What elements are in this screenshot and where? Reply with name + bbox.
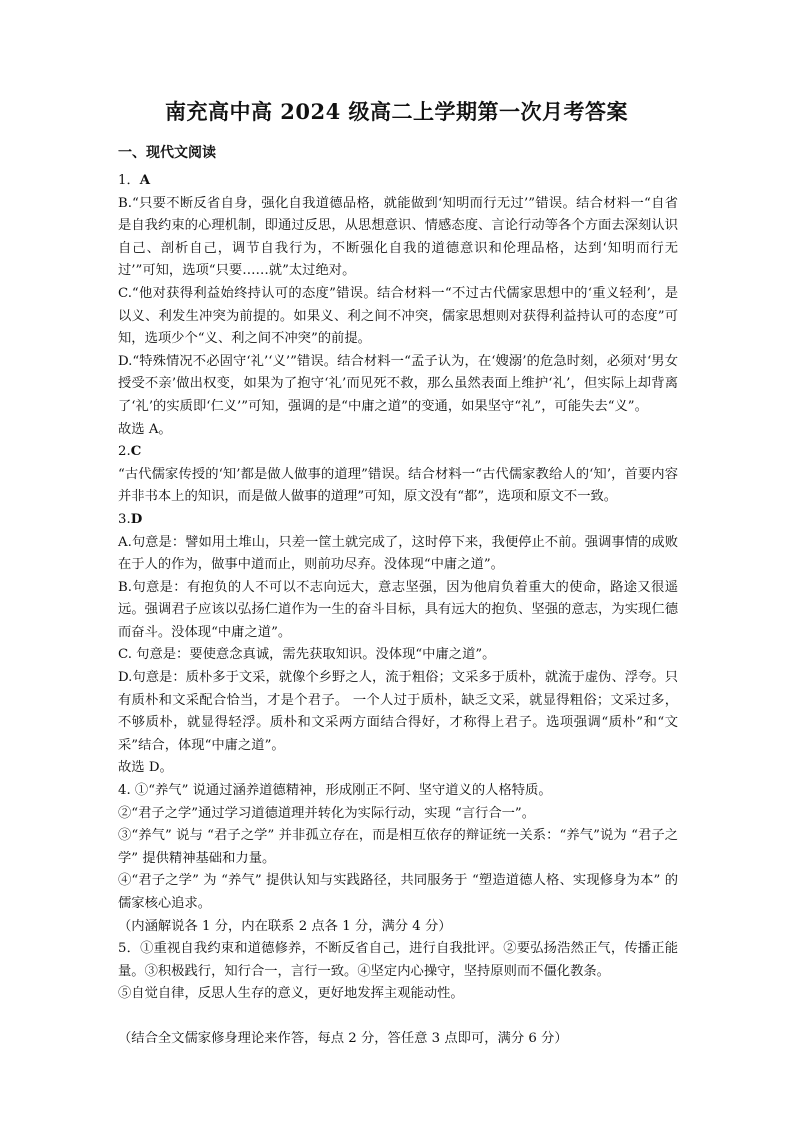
question-2-answer: C xyxy=(130,444,142,460)
q1-option-c-analysis: C.“他对获得利益始终持认可的态度”错误。结合材料一“不过古代儒家思想中的‘重义轻利’，是以义、利发生冲突为前提的。如果义、利之间不冲突，儒家思想则对获得利益持认可的态度”可知，选项少个“义、利之间不冲突”的前提。 xyxy=(118,285,678,347)
answers-content xyxy=(118,170,678,1051)
question-3-answer: D xyxy=(130,511,143,527)
q5-scoring-note: （结合全文儒家修身理论来作答，每点 2 分，答任意 3 点即可，满分 6 分） xyxy=(118,1030,568,1046)
q2-analysis: “古代儒家传授的‘知’都是做人做事的道理”错误。结合材料一“古代儒家教给人的‘知’，首要内容并非书本上的知识，而是做人做事的道理”可知，原文没有“都”，选项和原文不一致。 xyxy=(118,466,678,505)
q3-option-b-analysis: B.句意是：有抱负的人不可以不志向远大，意志坚强，因为他肩负着重大的使命，路途又很遥远。强调君子应该以弘扬仁道作为一生的奋斗目标，具有远大的抱负、坚强的意志，为实现仁德而奋斗。没体现“中庸之道”。 xyxy=(118,579,678,640)
q1-conclusion: 故选 A。 xyxy=(118,421,172,437)
q1-option-b-analysis: B.“只要不断反省自身，强化自我道德品格，就能做到‘知明而行无过’”错误。结合材料一“自省是自我约束的心理机制，即通过反思，从思想意识、情感态度、言论行动等各个方面去深刻认识自己、剖析自己，调节自我行为，不断强化自我的道德意识和伦理品格，达到‘知明而行无过’”可知，选项“只要……就”太过绝对。 xyxy=(118,195,678,279)
question-2-label: 2. xyxy=(118,444,131,460)
q5-point-5: ⑤自觉自律，反思人生存的意义，更好地发挥主观能动性。 xyxy=(118,986,464,1002)
q4-point-3: ③“养气” 说与 “君子之学” 并非孤立存在，而是相互依存的辩证统一关系：“养气”说为 “君子之学” 提供精神基础和力量。 xyxy=(118,828,678,866)
q3-option-d-analysis: D.句意是：质朴多于文采，就像个乡野之人，流于粗俗；文采多于质朴，就流于虚伪、浮夸。只有质朴和文采配合恰当，才是个君子。 一个人过于质朴，缺乏文采，就显得粗俗；文采过多，不够质朴，就显得轻浮。质朴和文采两方面结合得好，才称得上君子。选项强调“质朴”和“文采”结合，体现“中庸之道”。 xyxy=(118,670,678,753)
question-1-label: 1． xyxy=(118,173,140,188)
q4-point-4: ④“君子之学” 为 “养气” 提供认知与实践路径，共同服务于 “塑造道德人格、实现修身为本” 的儒家核心追求。 xyxy=(118,873,678,911)
q5-points: 5．①重视自我约束和道德修养，不断反省自己，进行自我批评。②要弘扬浩然正气，传播正能量。③积极践行，知行合一，言行一致。④坚定内心操守，坚持原则而不僵化教条。 xyxy=(118,941,678,979)
spacer xyxy=(118,1006,678,1028)
question-3-label: 3. xyxy=(118,511,131,527)
question-1-header xyxy=(118,170,678,193)
q4-point-2: ②“君子之学”通过学习道德道理并转化为实际行动，实现 “言行合一”。 xyxy=(118,805,536,821)
section-heading: 一、现代文阅读 xyxy=(118,145,216,161)
question-2-header xyxy=(118,441,678,464)
q3-option-c-analysis: C. 句意是：要使意念真诚，需先获取知识。没体现“中庸之道”。 xyxy=(118,647,496,663)
q1-option-d-analysis: D.“特殊情况不必固守‘礼’‘义’”错误。结合材料一“孟子认为，在‘嫂溺’的危急时刻，必须对‘男女授受不亲’做出权变，如果为了抱守‘礼’而见死不救，那么虽然表面上维护‘礼’，但实际上却背离了‘礼’的实质即‘仁义’”可知，强调的是“中庸之道”的变通，如果坚守“礼”，可能失去“义”。 xyxy=(118,353,678,414)
question-3-header xyxy=(118,509,678,532)
q4-point-1: 4. ①“养气” 说通过涵养道德精神，形成刚正不阿、坚守道义的人格特质。 xyxy=(118,783,552,799)
q3-option-a-analysis: A.句意是：譬如用土堆山，只差一筐土就完成了，这时停下来，我便停止不前。强调事情的成败在于人的作为，做事中道而止，则前功尽弃。没体现“中庸之道”。 xyxy=(118,534,678,573)
question-1-answer: A xyxy=(139,173,151,188)
document-title: 南充高中高 2024 级高二上学期第一次月考答案 xyxy=(164,99,629,124)
q3-conclusion: 故选 D。 xyxy=(118,760,173,776)
q4-scoring-note: （内涵解说各 1 分，内在联系 2 点各 1 分，满分 4 分） xyxy=(118,918,452,934)
